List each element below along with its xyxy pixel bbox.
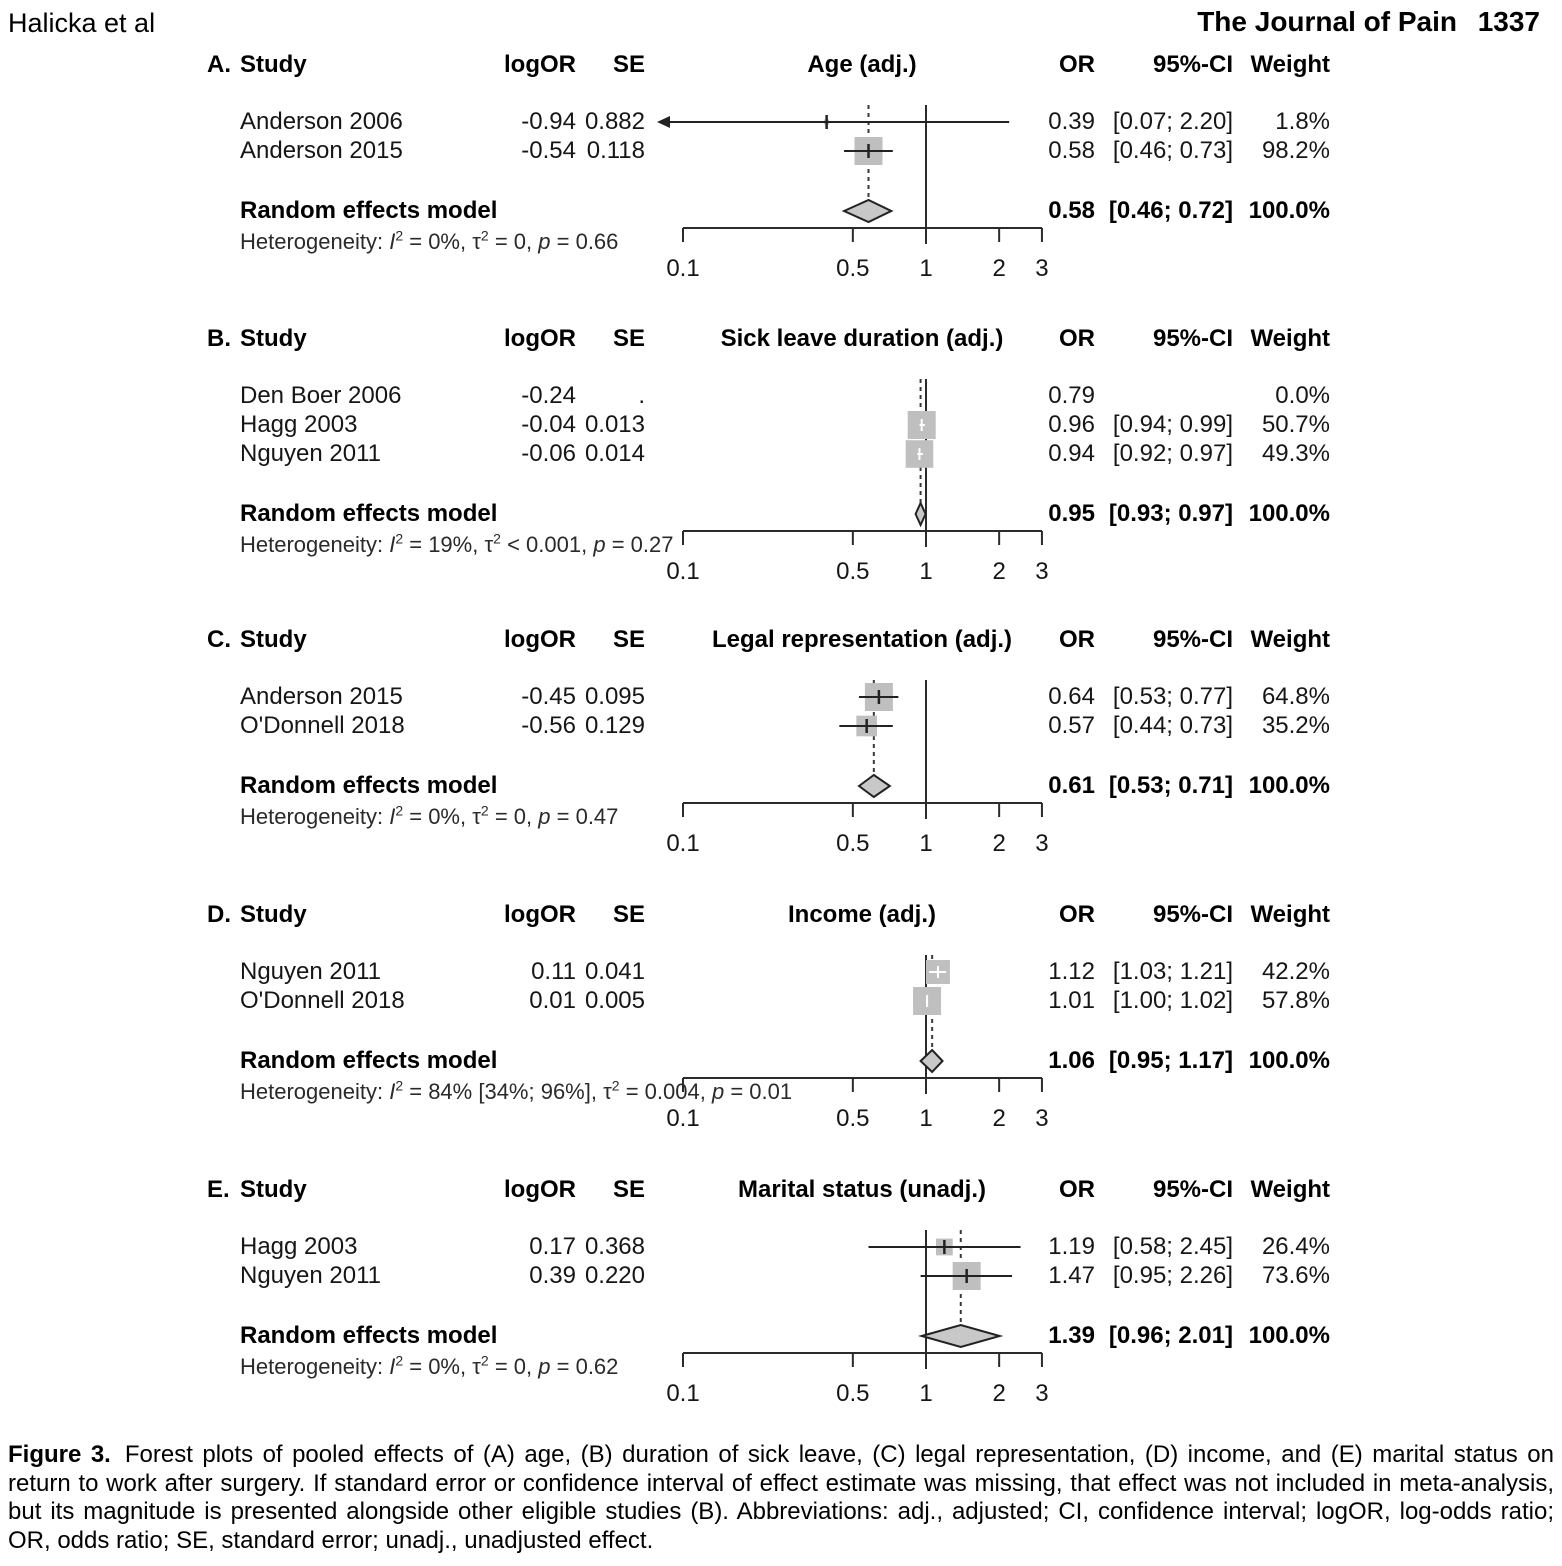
weight-value: 98.2% [1261, 137, 1330, 164]
ci-value: [0.95; 2.26] [1112, 1262, 1233, 1289]
logor-value: -0.04 [521, 411, 576, 438]
or-value: 0.96 [1048, 411, 1095, 438]
figure-caption [8, 1441, 1554, 1555]
axis-tick-label: 1 [919, 558, 933, 585]
or-value: 0.79 [1048, 382, 1095, 409]
or-value: 1.01 [1048, 987, 1095, 1014]
col-header-or: OR [1059, 51, 1095, 78]
col-header-logor: logOR [504, 1176, 576, 1203]
axis-tick-label: 2 [992, 1380, 1006, 1407]
col-header-se: SE [612, 325, 645, 352]
se-value: 0.005 [584, 987, 645, 1014]
axis-tick-label: 1 [919, 1380, 933, 1407]
axis-tick-label: 3 [1035, 255, 1049, 282]
se-value: 0.014 [584, 440, 645, 467]
col-header-ci: 95%-CI [1152, 51, 1233, 78]
re-or-value: 1.06 [1048, 1047, 1095, 1074]
study-name: Nguyen 2011 [240, 1262, 381, 1289]
se-value: 0.368 [584, 1233, 645, 1260]
study-name: O'Donnell 2018 [240, 712, 405, 739]
heterogeneity-text: Heterogeneity: $I^2 = 0\%$, $\tau^2 = 0$, p = 0.62 [240, 1352, 619, 1379]
se-value: 0.129 [584, 712, 645, 739]
re-weight-value: 100.0% [1248, 1047, 1330, 1074]
axis-tick-label: 1 [919, 830, 933, 857]
axis-tick-label: 1 [919, 255, 933, 282]
study-name: O'Donnell 2018 [240, 987, 405, 1014]
logor-value: 0.11 [531, 958, 576, 985]
axis-tick-label: 2 [992, 255, 1006, 282]
col-header-weight: Weight [1250, 901, 1330, 928]
or-value: 1.19 [1048, 1233, 1095, 1260]
re-model-label: Random effects model [240, 1047, 498, 1074]
col-header-or: OR [1059, 626, 1095, 653]
ci-value: [0.53; 0.77] [1112, 683, 1233, 710]
panel-letter: C. [207, 626, 231, 653]
axis-tick-label: 2 [992, 830, 1006, 857]
plot-title: Age (adj.) [807, 51, 917, 78]
col-header-se: SE [612, 51, 645, 78]
logor-value: -0.54 [521, 137, 576, 164]
re-weight-value: 100.0% [1248, 500, 1330, 527]
ci-value: [0.58; 2.45] [1112, 1233, 1233, 1260]
col-header-weight: Weight [1250, 1176, 1330, 1203]
se-value: 0.882 [584, 108, 645, 135]
study-name: Hagg 2003 [240, 411, 358, 438]
ci-value: [0.94; 0.99] [1112, 411, 1233, 438]
journal-title: The Journal of Pain [1197, 6, 1457, 37]
col-header-study: Study [240, 901, 307, 928]
col-header-ci: 95%-CI [1152, 901, 1233, 928]
logor-value: 0.17 [529, 1233, 576, 1260]
weight-value: 1.8% [1275, 108, 1330, 135]
se-value: 0.041 [584, 958, 645, 985]
heterogeneity-text: Heterogeneity: $I^2 = 84\%$ [34%; 96%], $\tau^2 = 0.004$, p = 0.01 [240, 1077, 793, 1104]
re-ci-value: [0.93; 0.97] [1108, 500, 1233, 527]
re-ci-value: [0.95; 1.17] [1108, 1047, 1233, 1074]
heterogeneity-text: Heterogeneity: $I^2 = 19\%$, $\tau^2 < 0.001$, p = 0.27 [240, 530, 674, 557]
axis-tick-label: 0.1 [666, 1105, 700, 1132]
panel-letter: B. [207, 325, 231, 352]
study-name: Nguyen 2011 [240, 958, 381, 985]
re-model-label: Random effects model [240, 1322, 498, 1349]
axis-tick-label: 2 [992, 1105, 1006, 1132]
weight-value: 50.7% [1261, 411, 1330, 438]
re-model-label: Random effects model [240, 500, 498, 527]
panel-letter: D. [207, 901, 231, 928]
weight-value: 49.3% [1261, 440, 1330, 467]
re-or-value: 0.61 [1048, 772, 1095, 799]
or-value: 0.94 [1048, 440, 1095, 467]
se-value: . [638, 382, 645, 409]
axis-tick-label: 3 [1035, 830, 1049, 857]
ci-value: [0.44; 0.73] [1112, 712, 1233, 739]
re-or-value: 0.58 [1048, 197, 1095, 224]
axis-tick-label: 0.5 [836, 830, 870, 857]
axis-tick-label: 3 [1035, 558, 1049, 585]
col-header-se: SE [612, 901, 645, 928]
caption-label: Figure 3. [8, 1441, 111, 1468]
col-header-study: Study [240, 325, 307, 352]
or-value: 0.39 [1048, 108, 1095, 135]
panel-letter: A. [207, 51, 231, 78]
col-header-or: OR [1059, 1176, 1095, 1203]
re-or-value: 1.39 [1048, 1322, 1095, 1349]
col-header-logor: logOR [504, 51, 576, 78]
axis-tick-label: 0.5 [836, 558, 870, 585]
axis-tick-label: 0.5 [836, 1105, 870, 1132]
logor-value: 0.39 [529, 1262, 576, 1289]
se-value: 0.118 [586, 137, 645, 164]
ci-value: [0.07; 2.20] [1112, 108, 1233, 135]
weight-value: 64.8% [1261, 683, 1330, 710]
weight-value: 0.0% [1275, 382, 1330, 409]
axis-tick-label: 0.1 [666, 830, 700, 857]
axis-tick-label: 0.1 [666, 255, 700, 282]
panel-letter: E. [207, 1176, 230, 1203]
caption-text: Forest plots of pooled effects of (A) age, (B) duration of sick leave, (C) legal representation, (D) income, and (E) marital status on return to work after surgery. If standard error or confidence interval of effect estimate was missing, that effect was not included in meta-analysis, but its magnitude is presented alongside other eligible studies (B). Abbreviations: adj., adjusted; CI, confidence interval; logOR, log-odds ratio; OR, odds ratio; SE, standard error; unadj., unadjusted effect. [8, 1441, 1554, 1554]
page-number: 1337 [1477, 6, 1540, 37]
weight-value: 57.8% [1261, 987, 1330, 1014]
col-header-weight: Weight [1250, 325, 1330, 352]
ci-value: [1.03; 1.21] [1112, 958, 1233, 985]
re-or-value: 0.95 [1048, 500, 1095, 527]
study-name: Anderson 2015 [240, 683, 403, 710]
weight-value: 73.6% [1261, 1262, 1330, 1289]
col-header-se: SE [612, 626, 645, 653]
logor-value: 0.01 [529, 987, 576, 1014]
logor-value: -0.94 [521, 108, 576, 135]
logor-value: -0.06 [521, 440, 576, 467]
axis-tick-label: 3 [1035, 1380, 1049, 1407]
or-value: 0.58 [1048, 137, 1095, 164]
axis-tick-label: 2 [992, 558, 1006, 585]
or-value: 1.47 [1048, 1262, 1095, 1289]
study-name: Anderson 2015 [240, 137, 403, 164]
col-header-or: OR [1059, 325, 1095, 352]
ci-value: [0.92; 0.97] [1112, 440, 1233, 467]
axis-tick-label: 0.1 [666, 1380, 700, 1407]
col-header-logor: logOR [504, 325, 576, 352]
col-header-or: OR [1059, 901, 1095, 928]
study-name: Hagg 2003 [240, 1233, 358, 1260]
col-header-logor: logOR [504, 901, 576, 928]
col-header-study: Study [240, 626, 307, 653]
col-header-ci: 95%-CI [1152, 325, 1233, 352]
plot-title: Legal representation (adj.) [711, 626, 1013, 653]
se-value: 0.095 [584, 683, 645, 710]
re-weight-value: 100.0% [1248, 197, 1330, 224]
logor-value: -0.56 [521, 712, 576, 739]
col-header-se: SE [612, 1176, 645, 1203]
running-author: Halicka et al [8, 8, 156, 38]
or-value: 0.57 [1048, 712, 1095, 739]
heterogeneity-text: Heterogeneity: $I^2 = 0\%$, $\tau^2 = 0$, p = 0.47 [240, 802, 619, 829]
re-ci-value: [0.46; 0.72] [1108, 197, 1233, 224]
col-header-ci: 95%-CI [1152, 1176, 1233, 1203]
col-header-weight: Weight [1250, 51, 1330, 78]
logor-value: -0.45 [521, 683, 576, 710]
se-value: 0.013 [584, 411, 645, 438]
plot-title: Income (adj.) [787, 901, 937, 928]
axis-tick-label: 0.5 [836, 1380, 870, 1407]
axis-tick-label: 0.1 [666, 558, 700, 585]
col-header-study: Study [240, 51, 307, 78]
plot-title: Marital status (unadj.) [737, 1176, 987, 1203]
se-value: 0.220 [584, 1262, 645, 1289]
study-name: Anderson 2006 [240, 108, 403, 135]
heterogeneity-text: Heterogeneity: $I^2 = 0\%$, $\tau^2 = 0$, p = 0.66 [240, 227, 619, 254]
plot-title: Sick leave duration (adj.) [720, 325, 1004, 352]
re-ci-value: [0.96; 2.01] [1108, 1322, 1233, 1349]
col-header-study: Study [240, 1176, 307, 1203]
re-weight-value: 100.0% [1248, 1322, 1330, 1349]
col-header-ci: 95%-CI [1152, 626, 1233, 653]
axis-tick-label: 3 [1035, 1105, 1049, 1132]
col-header-weight: Weight [1250, 626, 1330, 653]
or-value: 1.12 [1048, 958, 1095, 985]
axis-tick-label: 1 [919, 1105, 933, 1132]
weight-value: 42.2% [1261, 958, 1330, 985]
study-name: Nguyen 2011 [240, 440, 381, 467]
ci-value: [0.46; 0.73] [1112, 137, 1233, 164]
re-weight-value: 100.0% [1248, 772, 1330, 799]
weight-value: 35.2% [1261, 712, 1330, 739]
col-header-logor: logOR [504, 626, 576, 653]
re-model-label: Random effects model [240, 772, 498, 799]
re-model-label: Random effects model [240, 197, 498, 224]
axis-tick-label: 0.5 [836, 255, 870, 282]
ci-value: [1.00; 1.02] [1112, 987, 1233, 1014]
re-ci-value: [0.53; 0.71] [1108, 772, 1233, 799]
or-value: 0.64 [1048, 683, 1095, 710]
logor-value: -0.24 [521, 382, 576, 409]
weight-value: 26.4% [1261, 1233, 1330, 1260]
study-name: Den Boer 2006 [240, 382, 402, 409]
